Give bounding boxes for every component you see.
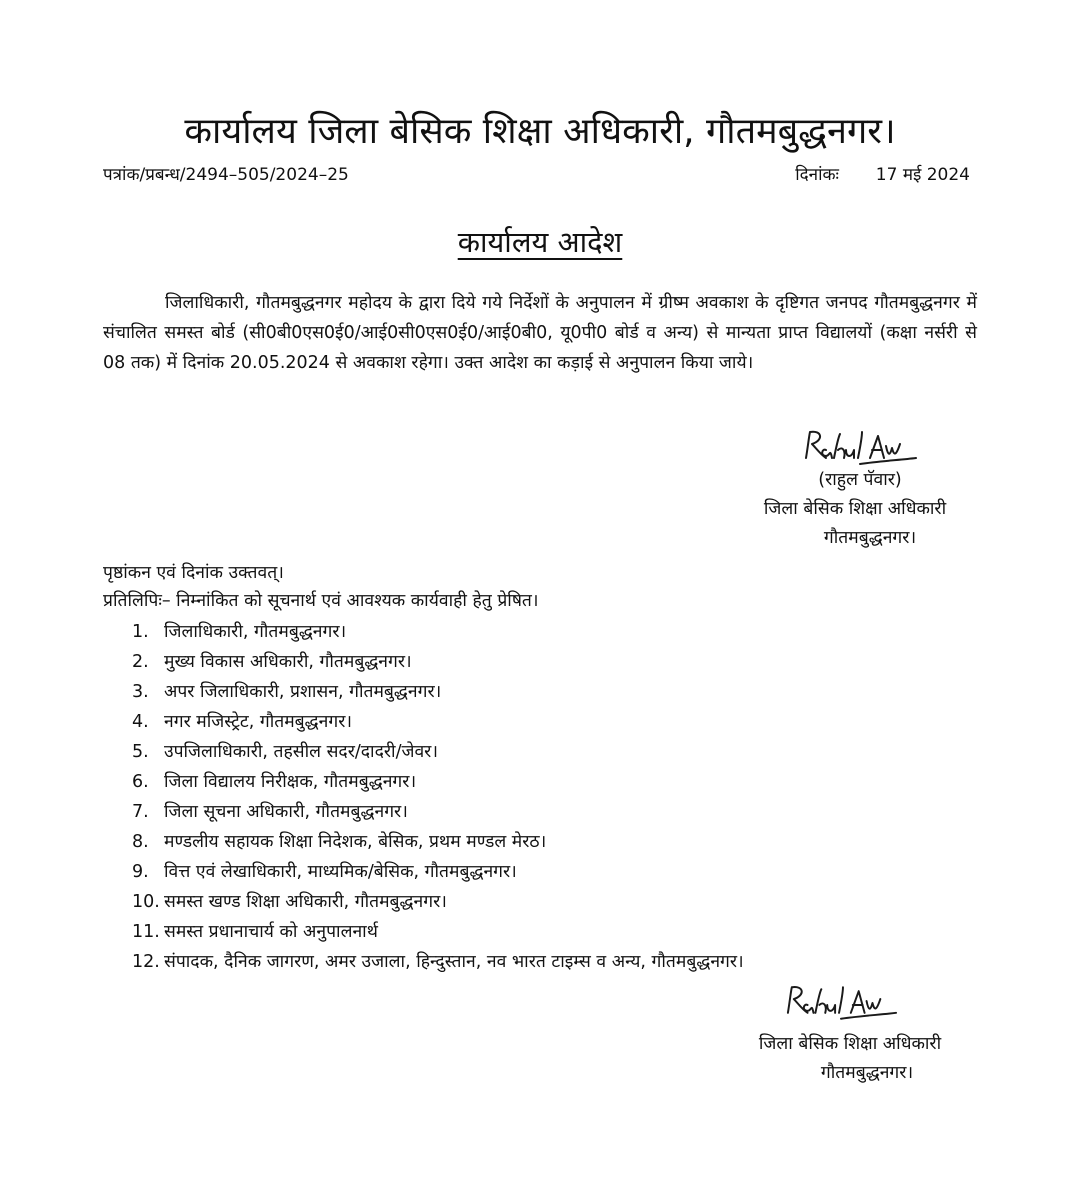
signatory-designation: जिला बेसिक शिक्षा अधिकारी: [763, 499, 947, 519]
signature-image: [800, 428, 920, 468]
list-item: 7. जिला सूचना अधिकारी, गौतमबुद्धनगर।: [132, 802, 408, 822]
signatory-place: गौतमबुद्धनगर।: [823, 528, 917, 548]
list-item: 3. अपर जिलाधिकारी, प्रशासन, गौतमबुद्धनगर।: [132, 682, 442, 702]
date-value: 17 मई 2024: [875, 165, 970, 185]
list-item: 12. संपादक, दैनिक जागरण, अमर उजाला, हिन्दुस्तान, नव भारत टाइम्स व अन्य, गौतमबुद्धनगर।: [132, 952, 744, 972]
office-title: कार्यालय जिला बेसिक शिक्षा अधिकारी, गौतमबुद्धनगर।: [184, 111, 896, 152]
endorsement-line: पृष्ठांकन एवं दिनांक उक्तवत्।: [103, 563, 284, 583]
list-item: 5. उपजिलाधिकारी, तहसील सदर/दादरी/जेवर।: [132, 742, 438, 762]
date-block: [795, 163, 970, 187]
recipient-list: [132, 617, 744, 977]
closing-designation: जिला बेसिक शिक्षा अधिकारी: [758, 1034, 942, 1054]
copy-to-line: प्रतिलिपिः– निम्नांकित को सूचनार्थ एवं आवश्यक कार्यवाही हेतु प्रेषित।: [103, 591, 539, 611]
list-item: 4. नगर मजिस्ट्रेट, गौतमबुद्धनगर।: [132, 712, 352, 732]
list-item: 9. वित्त एवं लेखाधिकारी, माध्यमिक/बेसिक, गौतमबुद्धनगर।: [132, 862, 517, 882]
list-item: 1. जिलाधिकारी, गौतमबुद्धनगर।: [132, 622, 347, 642]
list-item: 2. मुख्य विकास अधिकारी, गौतमबुद्धनगर।: [132, 652, 412, 672]
list-item: 6. जिला विद्यालय निरीक्षक, गौतमबुद्धनगर।: [132, 772, 417, 792]
reference-number: पत्रांक/प्रबन्ध/2494–505/2024–25: [103, 165, 349, 185]
order-heading: [0, 222, 1080, 262]
list-item: 8. मण्डलीय सहायक शिक्षा निदेशक, बेसिक, प्रथम मण्डल मेरठ।: [132, 832, 547, 852]
list-item: 11. समस्त प्रधानाचार्य को अनुपालनार्थ: [132, 922, 378, 942]
signatory-name: (राहुल पॅवार): [818, 470, 902, 490]
closing-signature-image: [782, 983, 900, 1023]
list-item: 10. समस्त खण्ड शिक्षा अधिकारी, गौतमबुद्धनगर।: [132, 892, 447, 912]
closing-place: गौतमबुद्धनगर।: [820, 1063, 914, 1083]
date-label: दिनांकः: [795, 165, 839, 185]
order-title: कार्यालय आदेश: [457, 225, 623, 259]
order-body: जिलाधिकारी, गौतमबुद्धनगर महोदय के द्वारा दिये गये निर्देशों के अनुपालन में ग्रीष्म अवकाश के दृष्टिगत जनपद गौतमबुद्धनगर में संचालित समस्त बोर्ड (सी0बी0एस0ई0/आई0सी0एस0ई0/आई0बी0, यू0पी0 बोर्ड व अन्य) से मान्यता प्राप्त विद्यालयों (कक्षा नर्सरी से 08 तक) में दिनांक 20.05.2024 से अवकाश रहेगा। उक्त आदेश का कड़ाई से अनुपालन किया जाये।: [103, 293, 977, 373]
